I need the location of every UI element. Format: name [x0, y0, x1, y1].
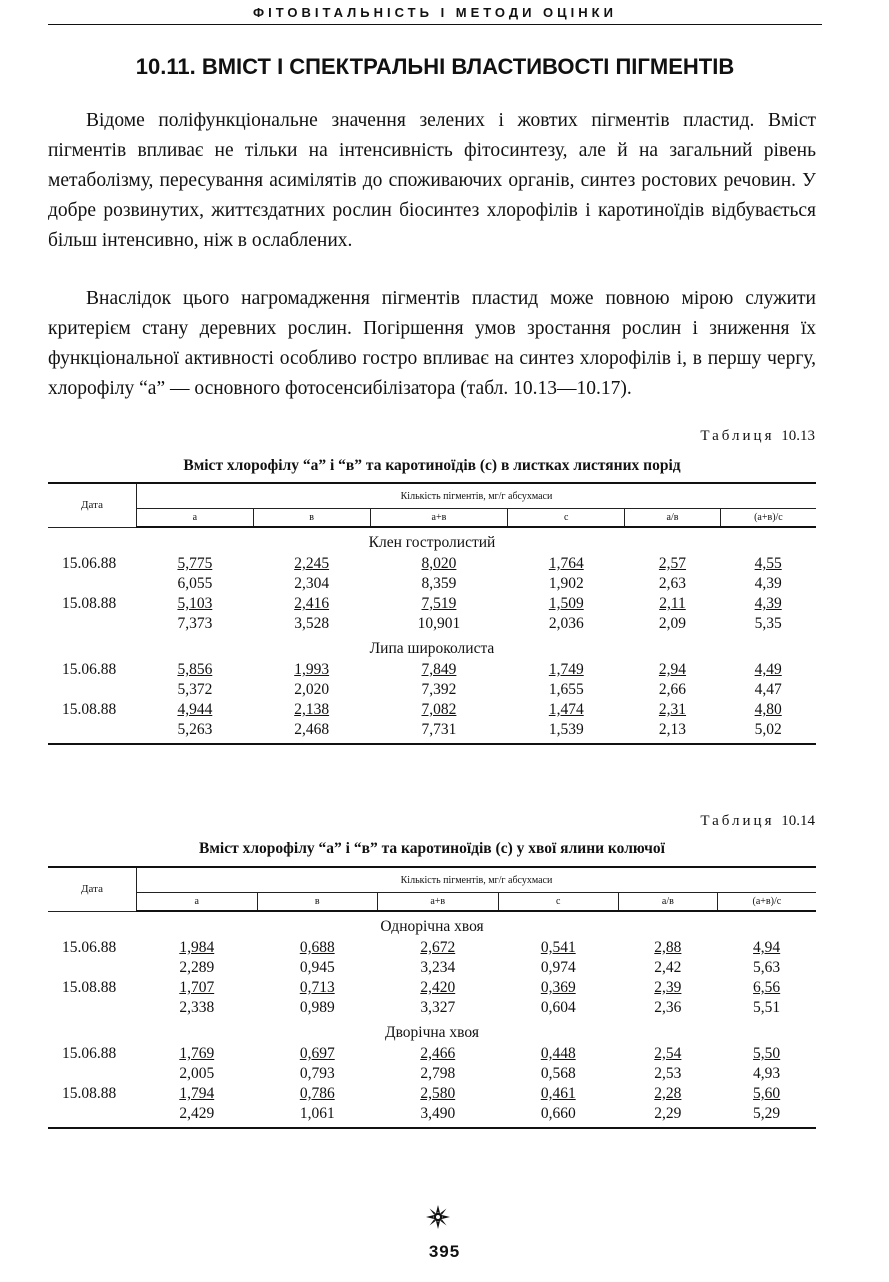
value-cell: 2,28	[654, 1085, 682, 1102]
value-cell: 2,42	[654, 959, 682, 976]
table-row	[48, 720, 816, 744]
value-cell: 2,580	[420, 1085, 456, 1102]
paragraph-1	[48, 106, 816, 256]
value-cell: 2,672	[420, 939, 456, 956]
table-10-14	[48, 866, 816, 1129]
value-cell: 2,289	[179, 959, 215, 976]
value-cell: 2,420	[420, 979, 456, 996]
value-cell: 1,902	[548, 575, 584, 592]
value-cell: 5,775	[177, 555, 213, 572]
value-cell: 2,138	[294, 701, 330, 718]
value-cell: 0,448	[540, 1045, 576, 1062]
value-cell: 7,373	[177, 615, 213, 632]
running-head: ФІТОВІТАЛЬНІСТЬ І МЕТОДИ ОЦІНКИ	[48, 5, 822, 25]
date-cell	[48, 958, 137, 978]
value-cell: 2,66	[658, 681, 687, 698]
value-cell: 2,54	[654, 1045, 682, 1062]
value-cell: 0,369	[540, 979, 576, 996]
value-cell: 8,359	[421, 575, 457, 592]
value-cell: 0,786	[299, 1085, 335, 1102]
table-label-word: Таблиця	[700, 428, 775, 444]
paragraph-2	[48, 284, 816, 404]
value-cell: 1,769	[179, 1045, 215, 1062]
value-cell: 2,31	[658, 701, 687, 718]
value-cell: 1,509	[548, 595, 584, 612]
table-row	[48, 1104, 816, 1128]
date-column-header: Дата	[48, 483, 137, 527]
species-name: Дворічна хвоя	[385, 1024, 479, 1041]
table-10-13-caption: Вміст хлорофілу “а” і “в” та каротиноїдів (с) в листках листяних порід	[183, 457, 681, 474]
value-cell: 7,731	[421, 721, 457, 738]
value-cell: 0,604	[540, 999, 576, 1016]
date-cell	[48, 1104, 137, 1128]
value-cell: 1,749	[548, 661, 584, 678]
date-cell	[48, 998, 137, 1018]
value-cell: 0,660	[540, 1105, 576, 1122]
column-header: а	[137, 509, 254, 528]
value-cell: 2,429	[179, 1105, 215, 1122]
table-row	[48, 680, 816, 700]
value-cell: 2,020	[294, 681, 330, 698]
value-cell: 3,327	[420, 999, 456, 1016]
value-cell: 7,392	[421, 681, 457, 698]
value-cell: 2,304	[294, 575, 330, 592]
table-number: 10.13	[781, 428, 815, 444]
value-cell: 4,39	[754, 595, 782, 612]
table-10-13	[48, 482, 816, 745]
table-row	[48, 554, 816, 574]
value-cell: 5,60	[753, 1085, 781, 1102]
value-cell: 2,036	[548, 615, 584, 632]
value-cell: 2,338	[179, 999, 215, 1016]
species-name: Однорічна хвоя	[380, 918, 484, 935]
column-header: в	[257, 893, 378, 912]
date-cell: 15.08.88	[62, 595, 117, 612]
value-cell: 5,263	[177, 721, 213, 738]
value-cell: 1,993	[294, 661, 330, 678]
species-section-row	[48, 527, 816, 554]
value-cell: 2,57	[658, 555, 687, 572]
column-header: а+в	[370, 509, 508, 528]
value-cell: 6,56	[753, 979, 781, 996]
value-cell: 6,055	[177, 575, 213, 592]
table-number: 10.14	[781, 813, 815, 829]
value-cell: 0,568	[540, 1065, 576, 1082]
table-10-13-label	[700, 428, 815, 445]
date-column-header: Дата	[48, 867, 137, 911]
value-cell: 0,541	[540, 939, 576, 956]
value-cell: 2,39	[654, 979, 682, 996]
pigment-amount-group-header: Кількість пігментів, мг/г абсухмаси	[137, 483, 817, 509]
value-cell: 1,764	[548, 555, 584, 572]
value-cell: 0,713	[299, 979, 335, 996]
value-cell: 2,13	[658, 721, 687, 738]
species-section-row	[48, 911, 816, 938]
table-10-14-label	[700, 813, 815, 830]
table-row	[48, 1064, 816, 1084]
value-cell: 4,47	[754, 681, 782, 698]
value-cell: 4,944	[177, 701, 213, 718]
value-cell: 3,490	[420, 1105, 456, 1122]
date-cell: 15.08.88	[62, 701, 117, 718]
value-cell: 2,53	[654, 1065, 682, 1082]
value-cell: 5,35	[754, 615, 782, 632]
value-cell: 4,39	[754, 575, 782, 592]
value-cell: 4,94	[753, 939, 781, 956]
value-cell: 5,372	[177, 681, 213, 698]
value-cell: 2,11	[659, 595, 686, 612]
date-cell: 15.06.88	[62, 939, 117, 956]
value-cell: 5,63	[753, 959, 781, 976]
value-cell: 5,856	[177, 661, 213, 678]
column-header: с	[508, 509, 625, 528]
column-header: а	[137, 893, 258, 912]
value-cell: 2,63	[658, 575, 687, 592]
value-cell: 1,984	[179, 939, 215, 956]
table-row	[48, 594, 816, 614]
value-cell: 2,466	[420, 1045, 456, 1062]
value-cell: 5,103	[177, 595, 213, 612]
table-row	[48, 978, 816, 998]
table-row	[48, 938, 816, 958]
table-row	[48, 998, 816, 1018]
value-cell: 2,09	[658, 615, 687, 632]
date-cell: 15.06.88	[62, 661, 117, 678]
value-cell: 5,29	[753, 1105, 781, 1122]
value-cell: 4,55	[754, 555, 782, 572]
table-row	[48, 958, 816, 978]
value-cell: 2,005	[179, 1065, 215, 1082]
date-cell	[48, 680, 137, 700]
table-10-14-caption: Вміст хлорофілу “а” і “в” та каротиноїдів (с) у хвої ялини колючої	[199, 840, 665, 857]
value-cell: 1,794	[179, 1085, 215, 1102]
value-cell: 2,416	[294, 595, 330, 612]
value-cell: 7,082	[421, 701, 457, 718]
species-section-row	[48, 1018, 816, 1044]
value-cell: 0,945	[299, 959, 335, 976]
value-cell: 7,849	[421, 661, 457, 678]
value-cell: 0,697	[299, 1045, 335, 1062]
section-title: 10.11. ВМІСТ І СПЕКТРАЛЬНІ ВЛАСТИВОСТІ ПІГМЕНТІВ	[135, 54, 735, 79]
value-cell: 1,539	[548, 721, 584, 738]
column-header: в	[253, 509, 370, 528]
table-row	[48, 614, 816, 634]
value-cell: 10,901	[417, 615, 461, 632]
value-cell: 1,474	[548, 701, 584, 718]
column-header: (а+в)/с	[717, 893, 816, 912]
column-header: а/в	[625, 509, 721, 528]
value-cell: 0,974	[540, 959, 576, 976]
date-cell	[48, 574, 137, 594]
value-cell: 5,02	[754, 721, 782, 738]
value-cell: 2,468	[294, 721, 330, 738]
date-cell: 15.06.88	[62, 555, 117, 572]
date-cell	[48, 614, 137, 634]
page-number: 395	[428, 1242, 461, 1261]
value-cell: 2,245	[294, 555, 330, 572]
value-cell: 7,519	[421, 595, 457, 612]
column-header: (а+в)/с	[720, 509, 816, 528]
table-row	[48, 1084, 816, 1104]
value-cell: 2,798	[420, 1065, 456, 1082]
date-cell: 15.06.88	[62, 1045, 117, 1062]
value-cell: 2,94	[658, 661, 687, 678]
value-cell: 1,061	[299, 1105, 335, 1122]
star-flower-ornament-icon	[425, 1204, 451, 1230]
species-section-row	[48, 634, 816, 660]
value-cell: 3,234	[420, 959, 456, 976]
column-header: а/в	[619, 893, 718, 912]
value-cell: 2,88	[654, 939, 682, 956]
date-cell	[48, 720, 137, 744]
value-cell: 1,655	[548, 681, 584, 698]
value-cell: 2,29	[654, 1105, 682, 1122]
paragraph-text: Внаслідок цього нагромадження пігментів пластид може повною мірою служити критерієм стану деревних рослин. Погіршення умов зростання рослин і зниження їх функціональної активності особливо гостро впливає на синтез хлорофілів і, в першу чергу, хлорофілу “а” — основного фотосенсибілізатора (табл. 10.13—10.17).	[48, 288, 816, 399]
date-cell: 15.08.88	[62, 1085, 117, 1102]
value-cell: 3,528	[294, 615, 330, 632]
column-header: а+в	[378, 893, 499, 912]
value-cell: 0,989	[299, 999, 335, 1016]
species-name: Клен гостролистий	[368, 534, 496, 551]
value-cell: 4,49	[754, 661, 782, 678]
value-cell: 5,50	[753, 1045, 781, 1062]
value-cell: 8,020	[421, 555, 457, 572]
value-cell: 0,793	[299, 1065, 335, 1082]
value-cell: 5,51	[753, 999, 781, 1016]
value-cell: 2,36	[654, 999, 682, 1016]
value-cell: 0,688	[299, 939, 335, 956]
table-row	[48, 574, 816, 594]
value-cell: 4,80	[754, 701, 782, 718]
pigment-amount-group-header: Кількість пігментів, мг/г абсухмаси	[137, 867, 817, 893]
date-cell	[48, 1064, 137, 1084]
value-cell: 0,461	[540, 1085, 576, 1102]
species-name: Липа широколиста	[369, 640, 495, 657]
value-cell: 4,93	[753, 1065, 781, 1082]
table-row	[48, 660, 816, 680]
table-row	[48, 700, 816, 720]
value-cell: 1,707	[179, 979, 215, 996]
paragraph-text: Відоме поліфункціональне значення зелених і жовтих пігментів пластид. Вміст пігментів впливає не тільки на інтенсивність фітосинтезу, але й на загальний рівень метаболізму, пересування асимілятів до споживаючих органів, синтез ростових речовин. У добре розвинутих, життєздатних рослин біосинтез хлорофілів і каротиноїдів відбувається більш інтенсивно, ніж в ослаблених.	[48, 110, 816, 251]
table-row	[48, 1044, 816, 1064]
date-cell: 15.08.88	[62, 979, 117, 996]
table-label-word: Таблиця	[700, 813, 775, 829]
column-header: с	[498, 893, 619, 912]
